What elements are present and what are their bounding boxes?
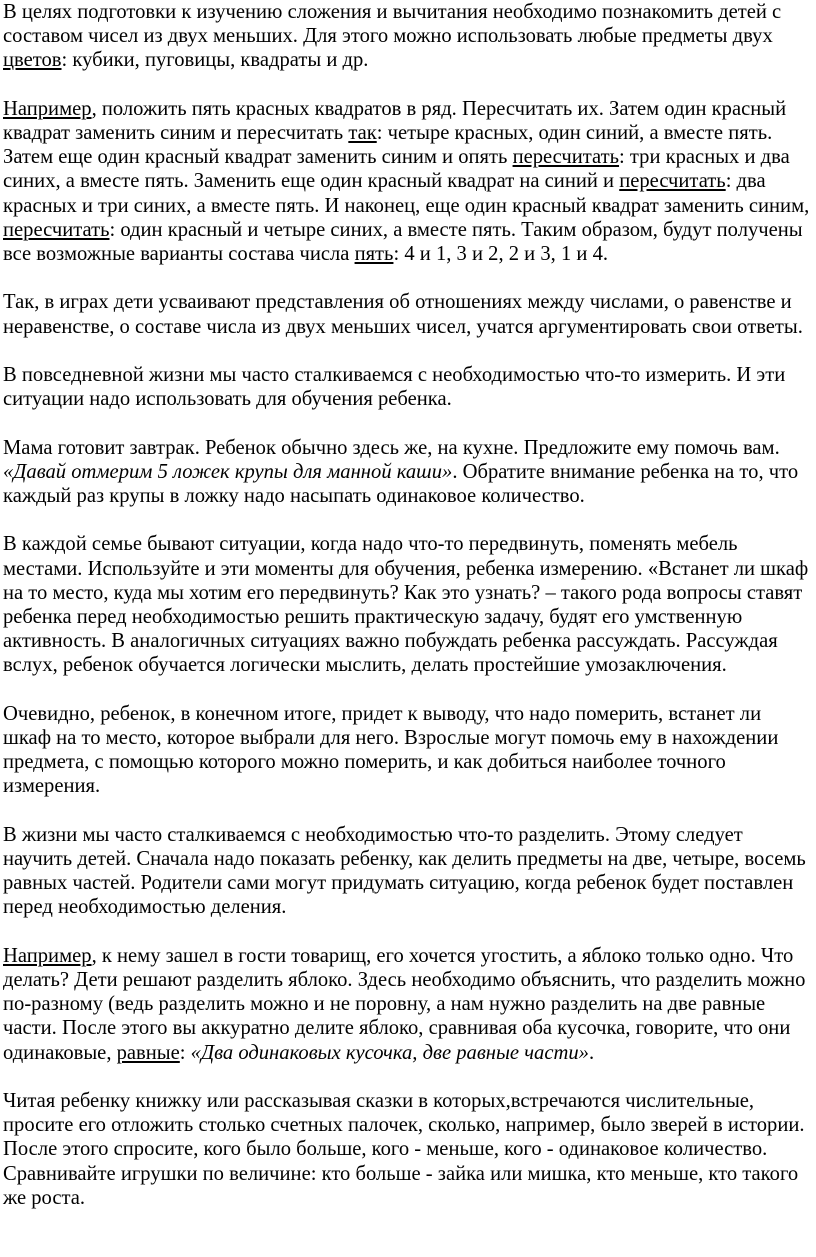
text-run: : четыре красных, один синий, а вместе пять. Затем еще один красный квадрат заменить синим и опять — [3, 122, 773, 169]
underlined-word: пять — [354, 243, 394, 266]
underlined-word: так — [348, 122, 377, 144]
paragraph — [3, 532, 812, 677]
text-run: : — [179, 1041, 191, 1064]
italic-quote: «Давай отмерим 5 ложек крупы для манной каши» — [3, 460, 453, 483]
text-run: В повседневной жизни мы часто сталкиваемся с необходимостью что-то измерить. И эти ситуации надо использовать для обучения ребенка. — [3, 364, 786, 411]
paragraph — [3, 436, 812, 509]
text-run: : кубики, пуговицы, квадраты и др. — [61, 49, 369, 72]
text-run: Читая ребенку книжку или рассказывая сказки в которых,встречаются числительные, просите его отложить столько счетных палочек, сколько, например, было зверей в истории. После этого спросите, кого было больше, кого - меньше, кого - одинаковое количество. Сравнивайте игрушки по величине: кто больше - зайка или мишка, кто меньше, кто такого же роста. — [3, 1090, 805, 1209]
paragraph — [3, 97, 812, 266]
paragraph — [3, 823, 812, 920]
underlined-word: цветов — [3, 49, 62, 72]
text-run: В целях подготовки к изучению сложения и вычитания необходимо познакомить детей с составом чисел из двух меньших. Для этого можно использовать любые предметы двух — [3, 1, 782, 48]
paragraph — [3, 290, 812, 338]
text-run: В каждой семье бывают ситуации, когда надо что-то передвинуть, поменять мебель местами. Используйте и эти моменты для обучения, ребенка измерению. «Встанет ли шкаф на то место, куда мы хотим его передвинуть? Как это узнать? – такого рода вопросы ставят ребенка перед необходимостью решить практическую задачу, будят его умственную активность. В аналогичных ситуациях важно побуждать ребенка рассуждать. Рассуждая вслух, ребенок обучается логически мыслить, делать простейшие умозаключения. — [3, 533, 809, 677]
underlined-word: пересчитать — [619, 170, 726, 193]
paragraph — [3, 363, 812, 411]
paragraph — [3, 1089, 812, 1210]
underlined-word: Например — [3, 97, 92, 120]
paragraph — [3, 702, 812, 799]
text-run: : два красных и три синих, а вместе пять. И наконец, еще один красный квадрат заменить синим, — [3, 170, 810, 217]
underlined-word: равные — [116, 1041, 180, 1064]
text-run: : 4 и 1, 3 и 2, 2 и 3, 1 и 4. — [393, 243, 609, 266]
text-run: : три красных и два синих, а вместе пять. Заменить еще один красный квадрат на синий и — [3, 146, 790, 193]
underlined-word: пересчитать — [3, 218, 110, 241]
text-run: . Обратите внимание ребенка на то, что каждый раз крупы в ложку надо насыпать одинаковое количество. — [3, 460, 799, 507]
underlined-word: Например — [3, 944, 92, 967]
text-run: Очевидно, ребенок, в конечном итоге, придет к выводу, что надо померить, встанет ли шкаф на то место, которое выбрали для него. Взрослые могут помочь ему в нахождении предмета, с помощью которого можно померить, и как добиться наиболее точного измерения. — [3, 702, 779, 798]
text-run: В жизни мы часто сталкиваемся с необходимостью что-то разделить. Этому следует научить детей. Сначала надо показать ребенку, как делить предметы на две, четыре, восемь равных частей. Родители сами могут придумать ситуацию, когда ребенок будет поставлен перед необходимостью деления. — [3, 823, 806, 919]
paragraph — [3, 0, 812, 73]
italic-quote: «Два одинаковых кусочка, две равные части» — [190, 1041, 589, 1064]
text-run: , положить пять красных квадратов в ряд. Пересчитать их. Затем один красный квадрат заменить синим и пересчитать — [3, 97, 787, 144]
text-run: : один красный и четыре синих, а вместе пять. Таким образом, будут получены все возможные варианты состава числа — [3, 218, 803, 266]
text-run: Мама готовит завтрак. Ребенок обычно здесь же, на кухне. Предложите ему помочь вам. — [3, 436, 780, 459]
text-run: . — [588, 1041, 595, 1064]
text-run: Так, в играх дети усваивают представления об отношениях между числами, о равенстве и неравенстве, о составе числа из двух меньших чисел, учатся аргументировать свои ответы. — [3, 291, 803, 338]
text-run: , к нему зашел в гости товарищ, его хочется угостить, а яблоко только одно. Что делать? Дети решают разделить яблоко. Здесь необходимо объяснить, что разделить можно по-разному (ведь разделить можно и не поровну, а нам нужно разделить на две равные части. После этого вы аккуратно делите яблоко, сравнивая оба кусочка, говорите, что они одинаковые, — [3, 944, 806, 1064]
paragraph — [3, 944, 812, 1065]
underlined-word: пересчитать — [512, 146, 620, 169]
